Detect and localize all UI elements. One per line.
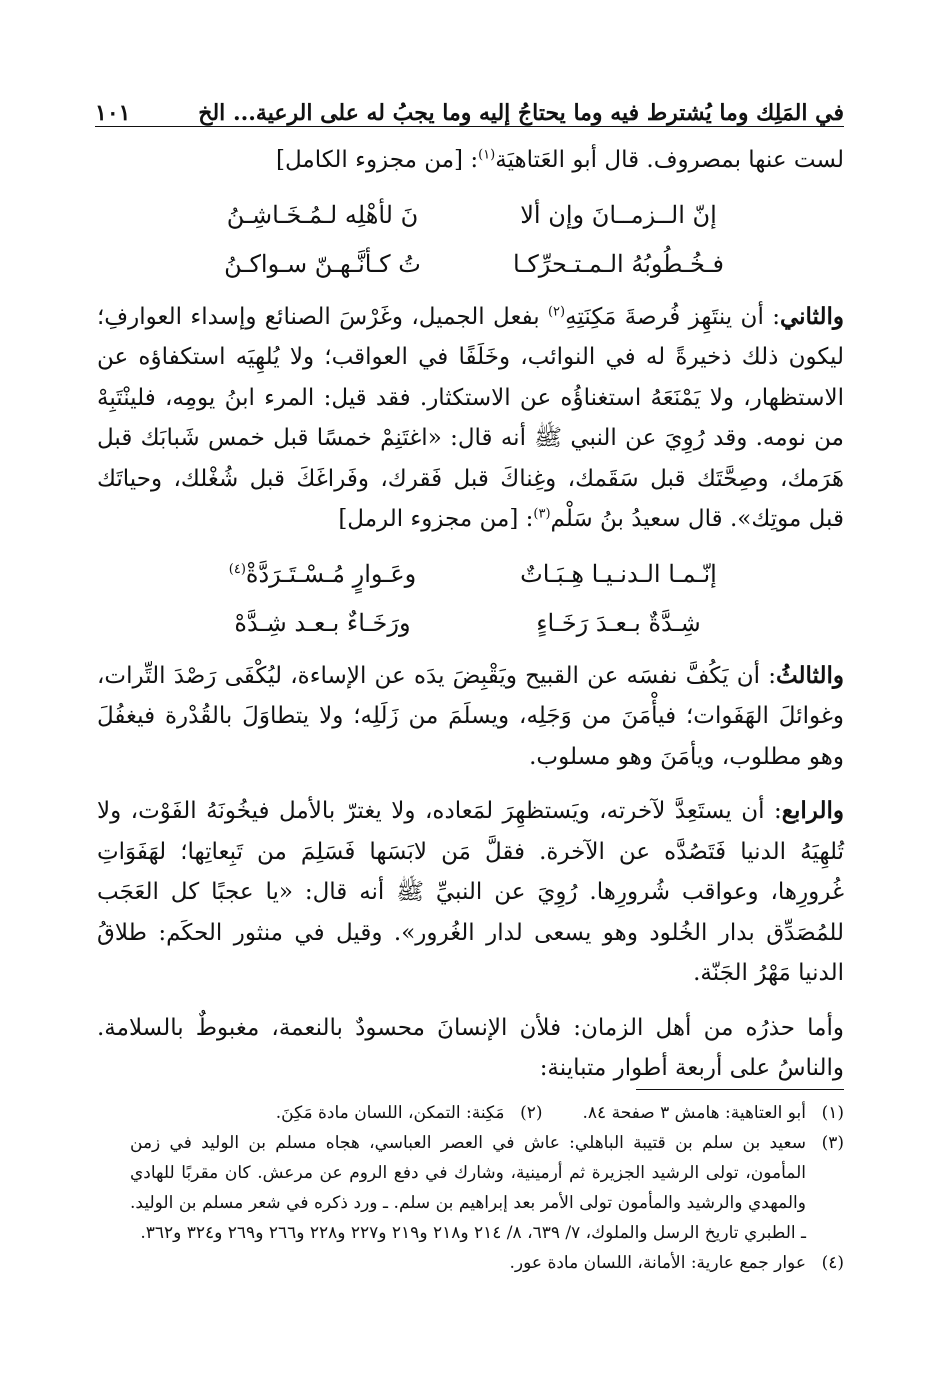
footnote-ref-3: (٣)	[533, 506, 551, 522]
footnote-ref-2: (٢)	[547, 303, 566, 319]
paragraph-1-meter: : [من مجزوء الكامل]	[276, 147, 479, 173]
verse-line	[97, 240, 844, 289]
verse-first-hemistich: فـخُـطُوبُهُ الـمـتـحرِّكـا	[513, 249, 724, 278]
verse-first-hemistich: إنّـمـا الـدنـيـا هِـبَـاتٌ	[520, 559, 717, 588]
running-header	[95, 86, 844, 127]
verse-line	[97, 550, 844, 599]
paragraph-fourth	[97, 791, 844, 994]
footnote-1	[583, 1098, 844, 1128]
footnotes	[130, 1098, 844, 1278]
footnote-ref-1: (١)	[478, 147, 496, 163]
paragraph-third-text: : أن يَكُفَّ نفسَه عن القبيح ويَقْبِضَ يدَه عن الإساءة، ليُكْفَى رَصْدَ التِّرات، وغوائلَ الهَفَوات؛ فيأْمَنَ من وَجَلِه، ويسلَمَ من زَلَلِه؛ ولا يتطاوَلَ بالقُدْرة فيغفُلَ وهو مطلوب، ويأمَنَ وهو مسلوب.	[97, 662, 844, 770]
page-number: ١٠١	[95, 100, 131, 126]
verse-line	[97, 191, 844, 240]
footnote-text: عوار جمع عارية: الأمانة، اللسان مادة عور.	[509, 1253, 806, 1273]
footnote-mark: (٤)	[821, 1253, 844, 1273]
footnote-mark: (١)	[821, 1103, 844, 1123]
footnote-3	[130, 1128, 844, 1248]
verse-second-hemistich: ورَخَـاءٌ بـعـد شِـدَّهْ	[234, 608, 411, 637]
footnote-mark: (٢)	[520, 1103, 543, 1123]
paragraph-1	[97, 140, 844, 181]
paragraph-fifth-text: وأما حذرُه من أهل الزمان: فلأن الإنسانَ محسودٌ بالنعمة، مغبوطٌ بالسلامة. والناسُ على أربعة أطوار متباينة:	[97, 1014, 844, 1081]
footnote-text: سعيد بن سلم بن قتيبة الباهلي: عاش في العصر العباسي، هجاه مسلم بن الوليد في زمن المأمون، تولى الرشيد الجزيرة ثم أرمينية، وشارك في دفع الروم عن مرعش. كان مقربًا للهادي والمهدي والرشيد والمأمون تولى الأمر بعد إبراهيم بن سلم. ـ ورد ذكره في شعر مسلم بن الوليد. ـ الطبري تاريخ الرسل والملوك، ٧/ ٦٣٩، ٨/ ٢١٤ و٢١٨ و٢١٩ و٢٢٧ و٢٢٨ و٢٦٦ و٢٦٩ و٣٢٤ و٣٦٢.	[130, 1133, 806, 1243]
paragraph-third	[97, 656, 844, 778]
footnote-text: مَكِنة: التمكن، اللسان مادة مَكِنَ.	[275, 1103, 505, 1123]
verse-first-hemistich: إنّ الــزمــانَ وإن ألا	[520, 200, 717, 229]
footnote-ref-4: (٤)	[228, 561, 246, 577]
paragraph-second	[97, 297, 844, 540]
paragraph-second-text-cont: بفعل الجميل، وغَرْسَ الصنائع وإسداء العوارفِ؛ ليكون ذلك ذخيرةً له في النوائب، وخَلَفًا في العواقب؛ ولا يُلهِيَه استكفاؤه عن الاستظهار، ولا يَمْنَعَهُ استغناؤُه عن الاستكثار. فقد قيل: المرء ابنُ يومِه، فلينْتَبِهْ من نومه. وقد رُوِيَ عن النبي ﷺ أنه قال: «اغتَنِمْ خمسًا قبل خمس شَبابَك قبل هَرَمك، وصِحَّتَك قبل سَقَمك، وغِناكَ قبل فَقرك، وفَراغَكَ قبل شُغْلك، وحياتَك قبل موتِك». قال سعيدُ بنُ سَلْم	[97, 303, 844, 532]
running-title: في المَلِك وما يُشترط فيه وما يحتاجُ إليه وما يجبُ له على الرعية... الخ	[198, 100, 844, 126]
paragraph-lead-second: والثاني	[779, 302, 844, 330]
verse-second-hemistich-text: وعَـوارٍ مُـسْـتَـرَدَّةْ	[245, 559, 417, 588]
poem-saeed-bin-salm	[97, 550, 844, 648]
footnote-text: أبو العتاهية: هامش ٣ صفحة ٨٤.	[582, 1103, 806, 1123]
paragraph-1-text: لست عنها بمصروف. قال أبو العَتاهيَة	[495, 147, 844, 173]
paragraph-lead-third: والثالثُ	[775, 661, 844, 689]
poem-abu-al-atahiya	[97, 191, 844, 289]
footnote-mark: (٣)	[821, 1133, 844, 1153]
verse-line	[97, 599, 844, 648]
footnote-2	[276, 1098, 543, 1128]
verse-second-hemistich: نَ لأهْلِه لـمُـخَـاشِـنُ	[226, 200, 419, 229]
paragraph-fourth-text: : أن يستَعِدَّ لآخرته، ويَستظهِرَ لمَعاده، ولا يغترّ بالأمل فيخُونَهُ الفَوْت، ولا تُلهِيَهُ الدنيا فَتَصُدَّه عن الآخرة. فقلَّ مَن لابَسَها فَسَلِمَ من تَبِعاتِها؛ لهَفَوَاتِ غُرورِها، وعواقب شُرورِها. رُوِيَ عن النبيِّ ﷺ أنه قال: «يا عجبًا كل العَجَب للمُصَدِّق بدار الخُلود وهو يسعى لدار الغُرور». وقيل في منثور الحكَم: طلاقُ الدنيا مَهْرُ الجَنّة.	[97, 798, 844, 986]
paragraph-second-text: : أن ينتَهِز فُرصةَ مَكِنَتِهِ	[565, 303, 780, 330]
main-text	[97, 140, 844, 1089]
paragraph-second-meter: : [من مجزوء الرمل]	[338, 506, 534, 532]
footnotes-1-2	[130, 1098, 844, 1128]
paragraph-lead-fourth: والرابع	[781, 797, 844, 824]
verse-second-hemistich	[203, 550, 443, 599]
verse-second-hemistich: تُ كـأنَّـهـنّ سـواكـنُ	[224, 249, 421, 278]
footnote-4	[130, 1248, 844, 1278]
paragraph-fifth	[97, 1008, 844, 1089]
verse-first-hemistich: شِـدَّةٌ بـعـدَ رَخَـاءٍ	[536, 608, 701, 637]
footnote-divider	[636, 1089, 844, 1090]
